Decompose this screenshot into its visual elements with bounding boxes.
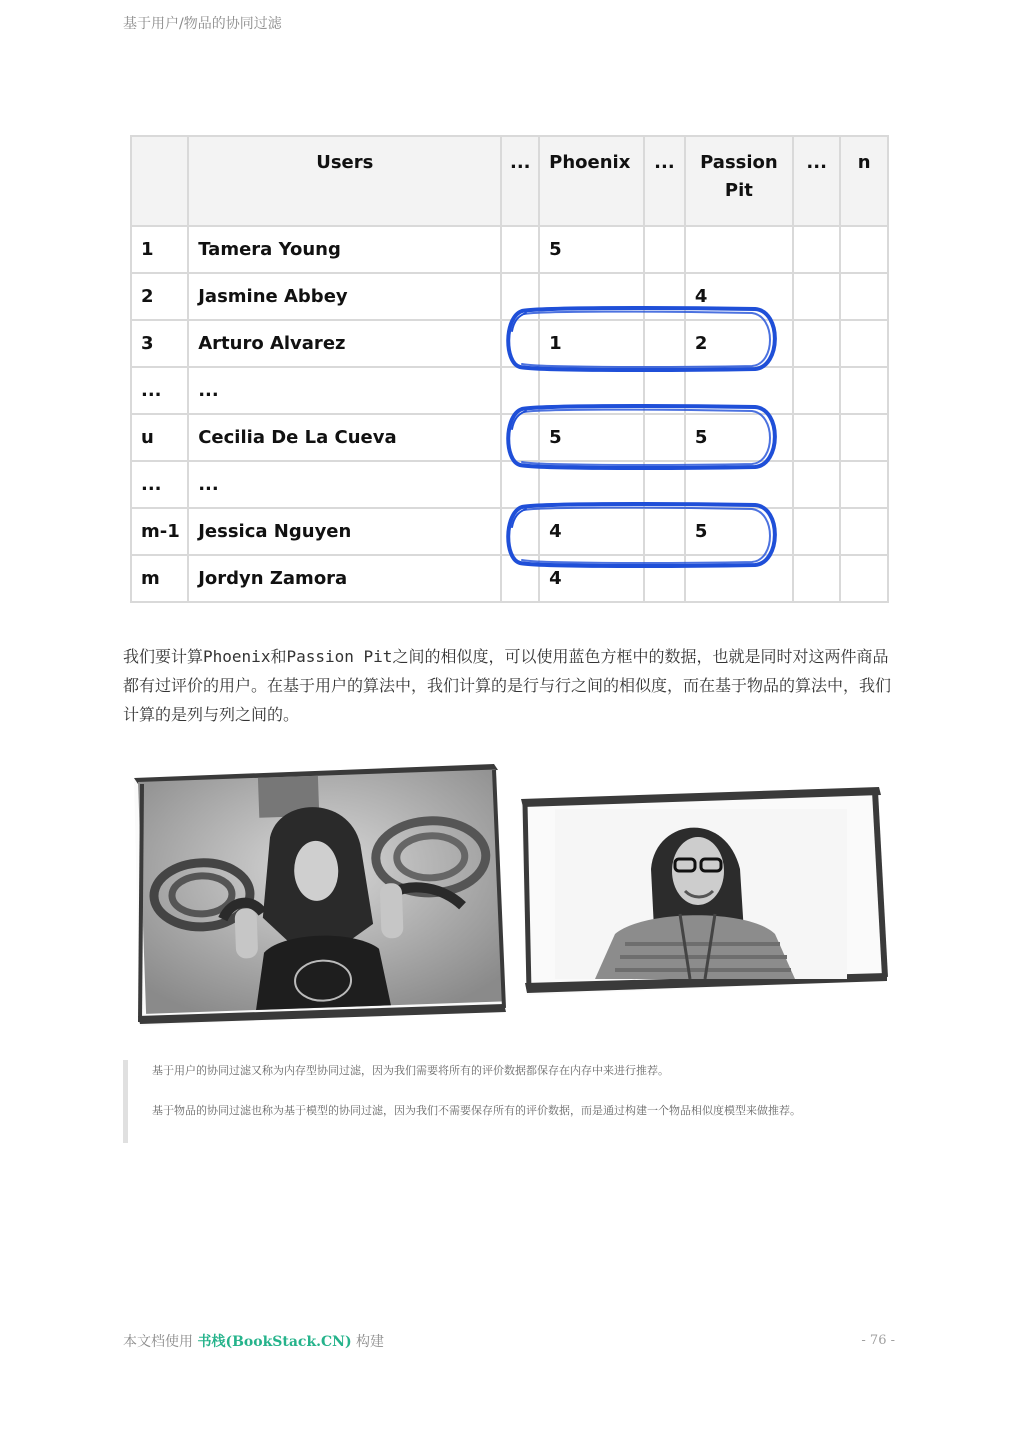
cell-index: ... (131, 461, 188, 508)
ratings-table (130, 135, 889, 603)
cell-n (840, 414, 888, 461)
cell-passion-pit: 5 (685, 414, 793, 461)
cell-n (840, 320, 888, 367)
cell-n (840, 273, 888, 320)
para-text-1: 我们要计算 (123, 647, 204, 666)
photo-woman-convention (128, 760, 514, 1032)
code-phoenix: Phoenix (203, 647, 271, 666)
cell-ellipsis-3 (793, 555, 841, 602)
note-user-based: 基于用户的协同过滤又称为内存型协同过滤，因为我们需要将所有的评价数据都保存在内存中来进行推荐。 (152, 1064, 669, 1077)
cell-n (840, 226, 888, 273)
cell-index: 1 (131, 226, 188, 273)
header-label-part: Users (316, 152, 374, 173)
cell-n (840, 367, 888, 414)
page-header-title: 基于用户/物品的协同过滤 (123, 16, 282, 32)
cell-index: u (131, 414, 188, 461)
cell-ellipsis-3 (793, 320, 841, 367)
cell-ellipsis-2 (644, 226, 685, 273)
page-number: - 76 - (861, 1333, 895, 1348)
cell-phoenix: 1 (539, 320, 644, 367)
cell-ellipsis-1 (501, 226, 539, 273)
header-label-part: ... (806, 152, 827, 173)
cell-ellipsis-1 (501, 508, 539, 555)
cell-phoenix (539, 461, 644, 508)
cell-ellipsis-2 (644, 367, 685, 414)
cell-ellipsis-2 (644, 273, 685, 320)
col-header-index (131, 136, 188, 226)
cell-ellipsis-2 (644, 320, 685, 367)
col-header-phoenix (539, 136, 644, 226)
table-row (131, 273, 888, 320)
cell-ellipsis-3 (793, 367, 841, 414)
col-header-ellipsis-2 (644, 136, 685, 226)
cell-index: ... (131, 367, 188, 414)
col-header-ellipsis-3 (793, 136, 841, 226)
cell-ellipsis-3 (793, 508, 841, 555)
table-row (131, 555, 888, 602)
cell-ellipsis-2 (644, 508, 685, 555)
cell-user: ... (188, 461, 501, 508)
table-row (131, 508, 888, 555)
cell-phoenix: 4 (539, 508, 644, 555)
cell-ellipsis-1 (501, 414, 539, 461)
table-row (131, 226, 888, 273)
note-blockquote (123, 1060, 863, 1143)
cell-phoenix (539, 367, 644, 414)
cell-ellipsis-1 (501, 273, 539, 320)
cell-ellipsis-3 (793, 273, 841, 320)
cell-ellipsis-1 (501, 367, 539, 414)
cell-passion-pit: 4 (685, 273, 793, 320)
photo-woman-glasses (515, 783, 893, 998)
header-label-part: ... (654, 152, 675, 173)
header-label-part: ... (510, 152, 531, 173)
cell-index: 3 (131, 320, 188, 367)
code-passion-pit: Passion Pit (286, 647, 393, 666)
cell-passion-pit (685, 367, 793, 414)
header-label-part: Pit (724, 180, 753, 201)
cell-phoenix: 5 (539, 414, 644, 461)
table-row (131, 414, 888, 461)
cell-ellipsis-2 (644, 414, 685, 461)
cell-n (840, 508, 888, 555)
col-header-passion-pit (685, 136, 793, 226)
col-header-n (840, 136, 888, 226)
cell-ellipsis-3 (793, 414, 841, 461)
cell-ellipsis-2 (644, 555, 685, 602)
cell-user: Arturo Alvarez (188, 320, 501, 367)
cell-passion-pit (685, 226, 793, 273)
footer-brand-link[interactable]: 书栈(BookStack.CN) (197, 1334, 352, 1350)
body-paragraph (123, 642, 893, 729)
cell-user: Jordyn Zamora (188, 555, 501, 602)
cell-index: 2 (131, 273, 188, 320)
col-header-users (188, 136, 501, 226)
table-header-row (131, 136, 888, 226)
col-header-ellipsis-1 (501, 136, 539, 226)
table-row (131, 320, 888, 367)
footer-suffix: 构建 (351, 1334, 385, 1350)
table-body (131, 226, 888, 602)
cell-user: Cecilia De La Cueva (188, 414, 501, 461)
header-label-part: Passion (700, 152, 778, 173)
cell-phoenix (539, 273, 644, 320)
cell-phoenix: 5 (539, 226, 644, 273)
cell-passion-pit (685, 555, 793, 602)
cell-passion-pit: 5 (685, 508, 793, 555)
cell-passion-pit: 2 (685, 320, 793, 367)
footer-credit (123, 1331, 384, 1351)
cell-ellipsis-1 (501, 555, 539, 602)
cell-ellipsis-1 (501, 320, 539, 367)
para-text-2: 和 (270, 647, 287, 666)
cell-user: Jessica Nguyen (188, 508, 501, 555)
header-label-part: Phoenix (549, 152, 631, 173)
header-label-part: n (857, 152, 871, 173)
cell-ellipsis-3 (793, 461, 841, 508)
cell-user: ... (188, 367, 501, 414)
table-row (131, 461, 888, 508)
para-text-3: 之间的相似度，可以使用蓝色方框中的数据，也就是同时对这两件商品都有过评价的用户。在基于用户的算法中，我们计算的是行与行之间的相似度，而在基于物品的算法中，我们计算的是列与列之间的。 (123, 647, 892, 724)
cell-user: Jasmine Abbey (188, 273, 501, 320)
cell-phoenix: 4 (539, 555, 644, 602)
cell-user: Tamera Young (188, 226, 501, 273)
cell-passion-pit (685, 461, 793, 508)
cell-n (840, 461, 888, 508)
cell-index: m-1 (131, 508, 188, 555)
note-item-based: 基于物品的协同过滤也称为基于模型的协同过滤，因为我们不需要保存所有的评价数据，而是通过构建一个物品相似度模型来做推荐。 (152, 1104, 801, 1117)
cell-n (840, 555, 888, 602)
cell-ellipsis-3 (793, 226, 841, 273)
cell-index: m (131, 555, 188, 602)
cell-ellipsis-1 (501, 461, 539, 508)
table-row (131, 367, 888, 414)
cell-ellipsis-2 (644, 461, 685, 508)
footer-prefix: 本文档使用 (123, 1334, 198, 1350)
ratings-table-figure (130, 135, 890, 610)
